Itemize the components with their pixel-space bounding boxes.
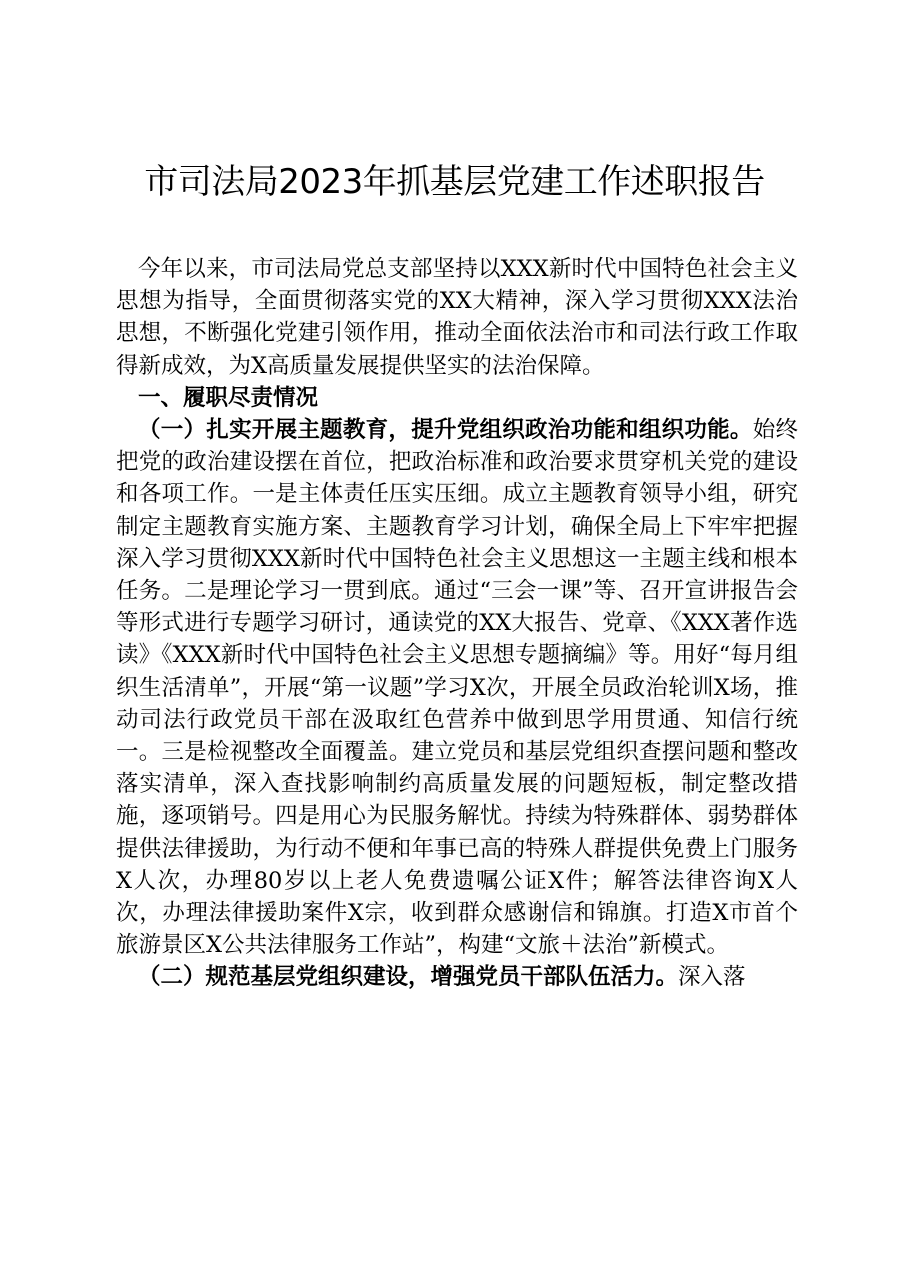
item-lead-1: （一）扎实开展主题教育，提升党组织政治功能和组织功能。 (138, 417, 753, 444)
section-heading-performance: 一、履职尽责情况 (138, 384, 319, 411)
item-body-1: 始终把党的政治建设摆在首位，把政治标准和政治要求贯穿机关党的建设和各项工作。一是主体责任压实压细。成立主题教育领导小组，研究制定主题教育实施方案、主题教育学习计划，确保全局上下牢牢把握深入学习贯彻XXX新时代中国特色社会主义思想这一主题主线和根本任务。二是理论学习一贯到底。通过“三会一课”等、召开宣讲报告会等形式进行专题学习研讨，通读党的XX大报告、党章、《XXX著作选读》《XXX新时代中国特色社会主义思想专题摘编》等。用好“每月组织生活清单”，开展“第一议题”学习X次，开展全员政治轮训X场，推动司法行政党员干部在汲取红色营养中做到思学用贯通、知信行统一。三是检视整改全面覆盖。建立党员和基层党组织查摆问题和整改落实清单，深入查找影响制约高质量发展的问题短板，制定整改措施，逐项销号。四是用心为民服务解忧。持续为特殊群体、弱势群体提供法律援助，为行动不便和年事已高的特殊人群提供免费上门服务X人次，办理80岁以上老人免费遗嘱公证X件；解答法律咨询X人次，办理法律援助案件X宗，收到群众感谢信和锦旗。打造X市首个旅游景区X公共法律服务工作站”，构建“文旅＋法治”新模式。 (116, 417, 798, 959)
item-paragraph-2 (116, 961, 798, 993)
document-body (116, 253, 798, 994)
item-lead-2: （二）规范基层党组织建设，增强党员干部队伍活力。 (138, 964, 679, 991)
intro-paragraph: 今年以来，市司法局党总支部坚持以XXX新时代中国特色社会主义思想为指导，全面贯彻落实党的XX大精神，深入学习贯彻XXX法治思想，不断强化党建引领作用，推动全面依法治市和司法行政工作取得新成效，为X高质量发展提供坚实的法治保障。 (116, 256, 798, 379)
item-body-2: 深入落 (678, 964, 746, 991)
item-paragraph-1 (116, 414, 798, 961)
document-title: 市司法局2023年抓基层党建工作述职报告 (144, 162, 765, 202)
